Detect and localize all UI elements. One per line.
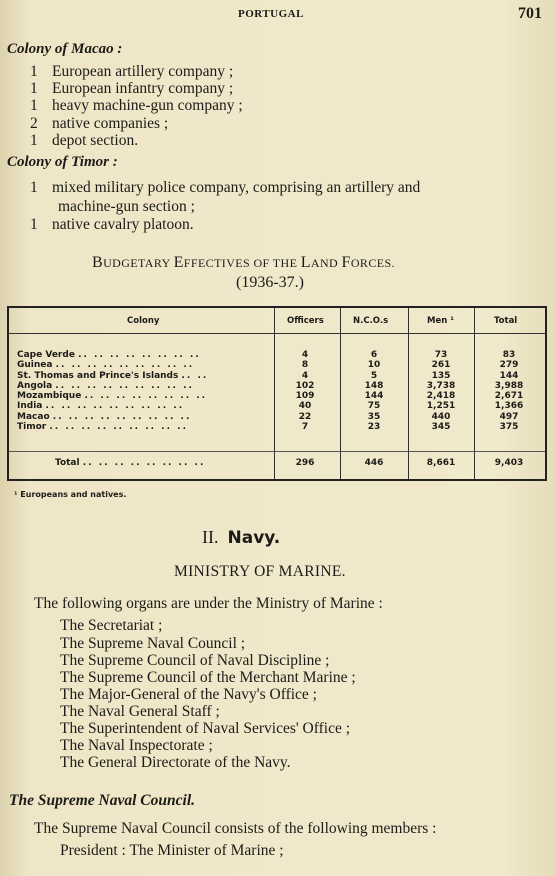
ncos-column: 6 10 5 148 144 75 35 23 [364,350,384,433]
total-ncos: 446 [364,458,384,468]
council-paragraph: The Supreme Naval Council consists of the following members : [34,820,437,837]
intro-paragraph: The following organs are under the Ministry of Marine : [34,595,383,612]
list-item-continuation: machine-gun section ; [58,198,195,215]
list-item: 1 native cavalry platoon. [30,216,194,233]
list-item: 2 native companies ; [30,115,169,132]
list-item: The Supreme Naval Council ; [60,635,246,652]
list-item: 1 European infantry company ; [30,80,234,97]
president-line: President : The Minister of Marine ; [60,842,284,859]
ministry-heading: MINISTRY OF MARINE. [174,563,346,580]
list-item: 1 mixed military police company, comprising an artillery and [30,179,421,196]
council-heading: The Supreme Naval Council. [9,792,196,809]
table-row: Cape Verde .. .. .. .. .. .. .. .. [17,350,201,360]
total-total: 9,403 [494,458,524,468]
table-row: Timor .. .. .. .. .. .. .. .. .. [17,422,188,433]
col-header-men: Men ¹ [427,316,454,326]
col-header-total: Total [494,316,518,326]
table-year: (1936-37.) [236,274,304,291]
table-footnote: ¹ Europeans and natives. [14,490,127,499]
section-heading: II. Navy. [202,527,281,548]
total-column: 83 279 144 3,988 2,671 1,366 497 375 [494,350,524,433]
running-title: PORTUGAL [238,8,304,20]
total-row-label: Total .. .. .. .. .. .. .. .. [55,458,206,468]
col-header-colony: Colony [127,316,160,326]
table-row: Angola .. .. .. .. .. .. .. .. .. [17,380,194,391]
table-row: Macao .. .. .. .. .. .. .. .. .. [17,411,192,422]
list-item: The General Directorate of the Navy. [60,754,291,771]
timor-heading: Colony of Timor : [7,154,118,170]
list-item: 1 European artillery company ; [30,63,234,80]
list-item: The Naval General Staff ; [60,703,220,720]
page-number: 701 [518,5,542,22]
macao-heading: Colony of Macao : [7,41,123,57]
table-row: Guinea .. .. .. .. .. .. .. .. .. [17,360,195,371]
list-item: 1 depot section. [30,132,139,149]
list-item: The Superintendent of Naval Services' Office ; [60,720,351,737]
officers-column: 4 8 4 102 109 40 22 7 [295,350,315,433]
effectives-table [7,306,547,481]
list-item: The Secretariat ; [60,617,163,634]
list-item: The Supreme Council of the Merchant Marine ; [60,669,356,686]
table-title: BUDGETARY EFFECTIVES OF THE LAND FORCES. [92,254,395,271]
list-item: The Major-General of the Navy's Office ; [60,686,317,703]
table-row: India .. .. .. .. .. .. .. .. .. [17,401,185,412]
col-header-ncos: N.C.O.s [353,316,389,326]
list-item: The Naval Inspectorate ; [60,737,213,754]
table-row: St. Thomas and Prince's Islands .. .. [17,370,209,381]
men-column: 73 261 135 3,738 2,418 1,251 440 345 [426,350,456,433]
total-men: 8,661 [426,458,456,468]
colony-column [17,350,208,432]
col-header-officers: Officers [287,316,324,326]
list-item: The Supreme Council of Naval Discipline ; [60,652,330,669]
list-item: 1 heavy machine-gun company ; [30,97,243,114]
table-row: Mozambique .. .. .. .. .. .. .. .. [17,391,208,402]
total-officers: 296 [295,458,315,468]
